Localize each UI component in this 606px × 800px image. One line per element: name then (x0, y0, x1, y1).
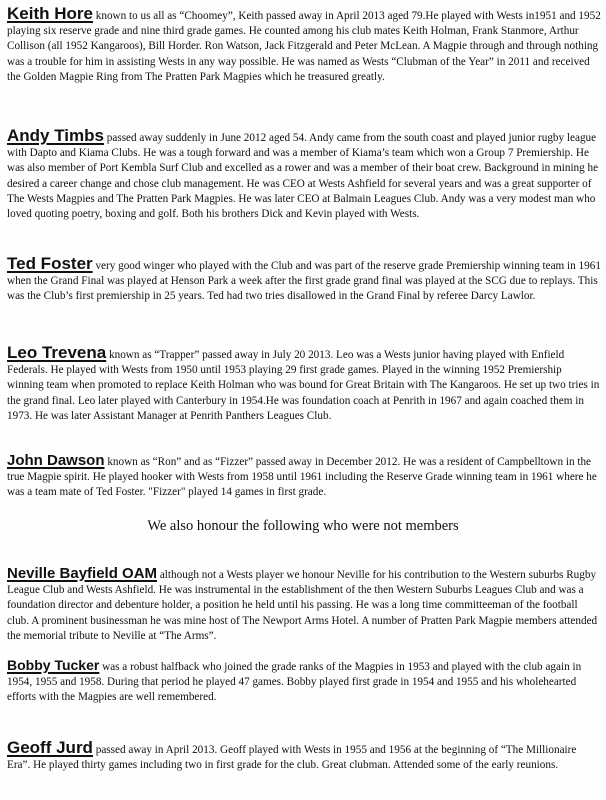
obituary-text: known as “Ron” and as “Fizzer” passed away in December 2012. He was a resident of Campbelltown in the true Magpie spirit. He played hooker with Wests from 1958 until 1961 including the Reserve Grade winning team in 1961 where he was a team mate of Ted Foster. "Fizzer" played 14 games in first grade. (7, 456, 597, 499)
honouree-name: Neville Bayfield OAM (7, 565, 158, 582)
obituary-john-dawson (7, 453, 601, 501)
tribute-text: although not a Wests player we honour Neville for his contribution to the Western suburbs Rugby League Club and Wests Ashfield. He was instrumental in the establishment of the then Western Suburbs Leagues Club and was a foundation director and debenture holder, a position he held until his passing. He was a long time committeeman of the football club. A prominent businessman he was mine host of The Newport Arms Hotel. A number of Pratten Park Magpie members attended the memorial tribute to Neville at “The Arms”. (7, 569, 598, 642)
obituary-text: known as “Trapper” passed away in July 20 2013. Leo was a Wests junior having played with Enfield Federals. He played with Wests from 1950 until 1953 playing 29 first grade games. Played in the winning 1952 Premiership winning team when promoted to replace Keith Holman who was bound for Great Britain with The Kangaroos. He set up two tries in the grand final. Leo later played with Canterbury in 1954.He was foundation coach at Penrith in 1967 and again coached them in 1973. He was later Assistant Manager at Penrith Panthers Leagues Club. (7, 349, 600, 422)
tribute-neville-bayfield (7, 566, 601, 644)
member-name: Keith Hore (7, 4, 93, 23)
honouree-name: Bobby Tucker (7, 657, 100, 673)
member-name: John Dawson (7, 452, 105, 469)
obituary-leo-trevena (7, 345, 601, 424)
member-name: Andy Timbs (7, 126, 104, 145)
tribute-geoff-jurd (7, 740, 601, 773)
tribute-text: was a robust halfback who joined the grade ranks of the Magpies in 1953 and played with the club again in 1954, 1955 and 1958. During that period he played 47 games. Bobby played first grade in 1954 and 1955 and his wholehearted efforts with the Magpies are well remembered. (7, 661, 582, 704)
member-name: Leo Trevena (7, 343, 107, 362)
tribute-text: passed away in April 2013. Geoff played with Wests in 1955 and 1956 at the beginning of “The Millionaire Era”. He played thirty games including two in first grade for the club. Great clubman. Attended some of the early reunions. (7, 744, 577, 772)
honouree-name: Geoff Jurd (7, 738, 93, 757)
member-name: Ted Foster (7, 254, 93, 273)
section-heading: We also honour the following who were not members (147, 518, 459, 534)
obituary-keith-hore (7, 6, 601, 85)
tribute-bobby-tucker (7, 658, 601, 706)
obituary-text: passed away suddenly in June 2012 aged 54. Andy came from the south coast and played junior rugby league with Dapto and Kiama Clubs. He was a tough forward and was a member of Kiama’s team which won a Group 7 Premiership. He was also member of Port Kembla Surf Club and excelled as a rower and was a member of their boat crew. Background in mining he desired a career change and chose club management. He was CEO at Wests Ashfield for several years and was a great supporter of The Wests Magpies and The Pratten Park Magpies. He was later CEO at Balmain Leagues Club. Andy was a very modest man who loved quoting poetry, boxing and golf. Both his brothers Dick and Kevin played with Wests. (7, 132, 599, 221)
obituary-text: very good winger who played with the Club and was part of the reserve grade Premiership winning team in 1961 when the Grand Final was played at Henson Park a week after the first grade grand final was played at the SCG due to replays. This was the Club’s first premiership in 25 years. Ted had two tries disallowed in the Grand Final by referee Darcy Lawlor. (7, 260, 601, 303)
obituary-andy-timbs (7, 128, 601, 222)
obituary-text: known to us all as “Choomey”, Keith passed away in April 2013 aged 79.He played with Wests in1951 and 1952 playing six reserve grade and nine third grade games. He counted among his club mates Keith Holman, Frank Stanmore, Arthur Collison (all 1952 Kangaroos), Bill Horder. Ron Watson, Jack Fitzgerald and Peter McLean. A Magpie through and through nothing was a trouble for him in assisting Wests in any way possible. He was named as Wests “Clubman of the Year” in 2011 and received the Golden Magpie Ring from The Pratten Park Magpies which he treasured greatly. (7, 10, 601, 83)
obituary-ted-foster (7, 256, 601, 305)
